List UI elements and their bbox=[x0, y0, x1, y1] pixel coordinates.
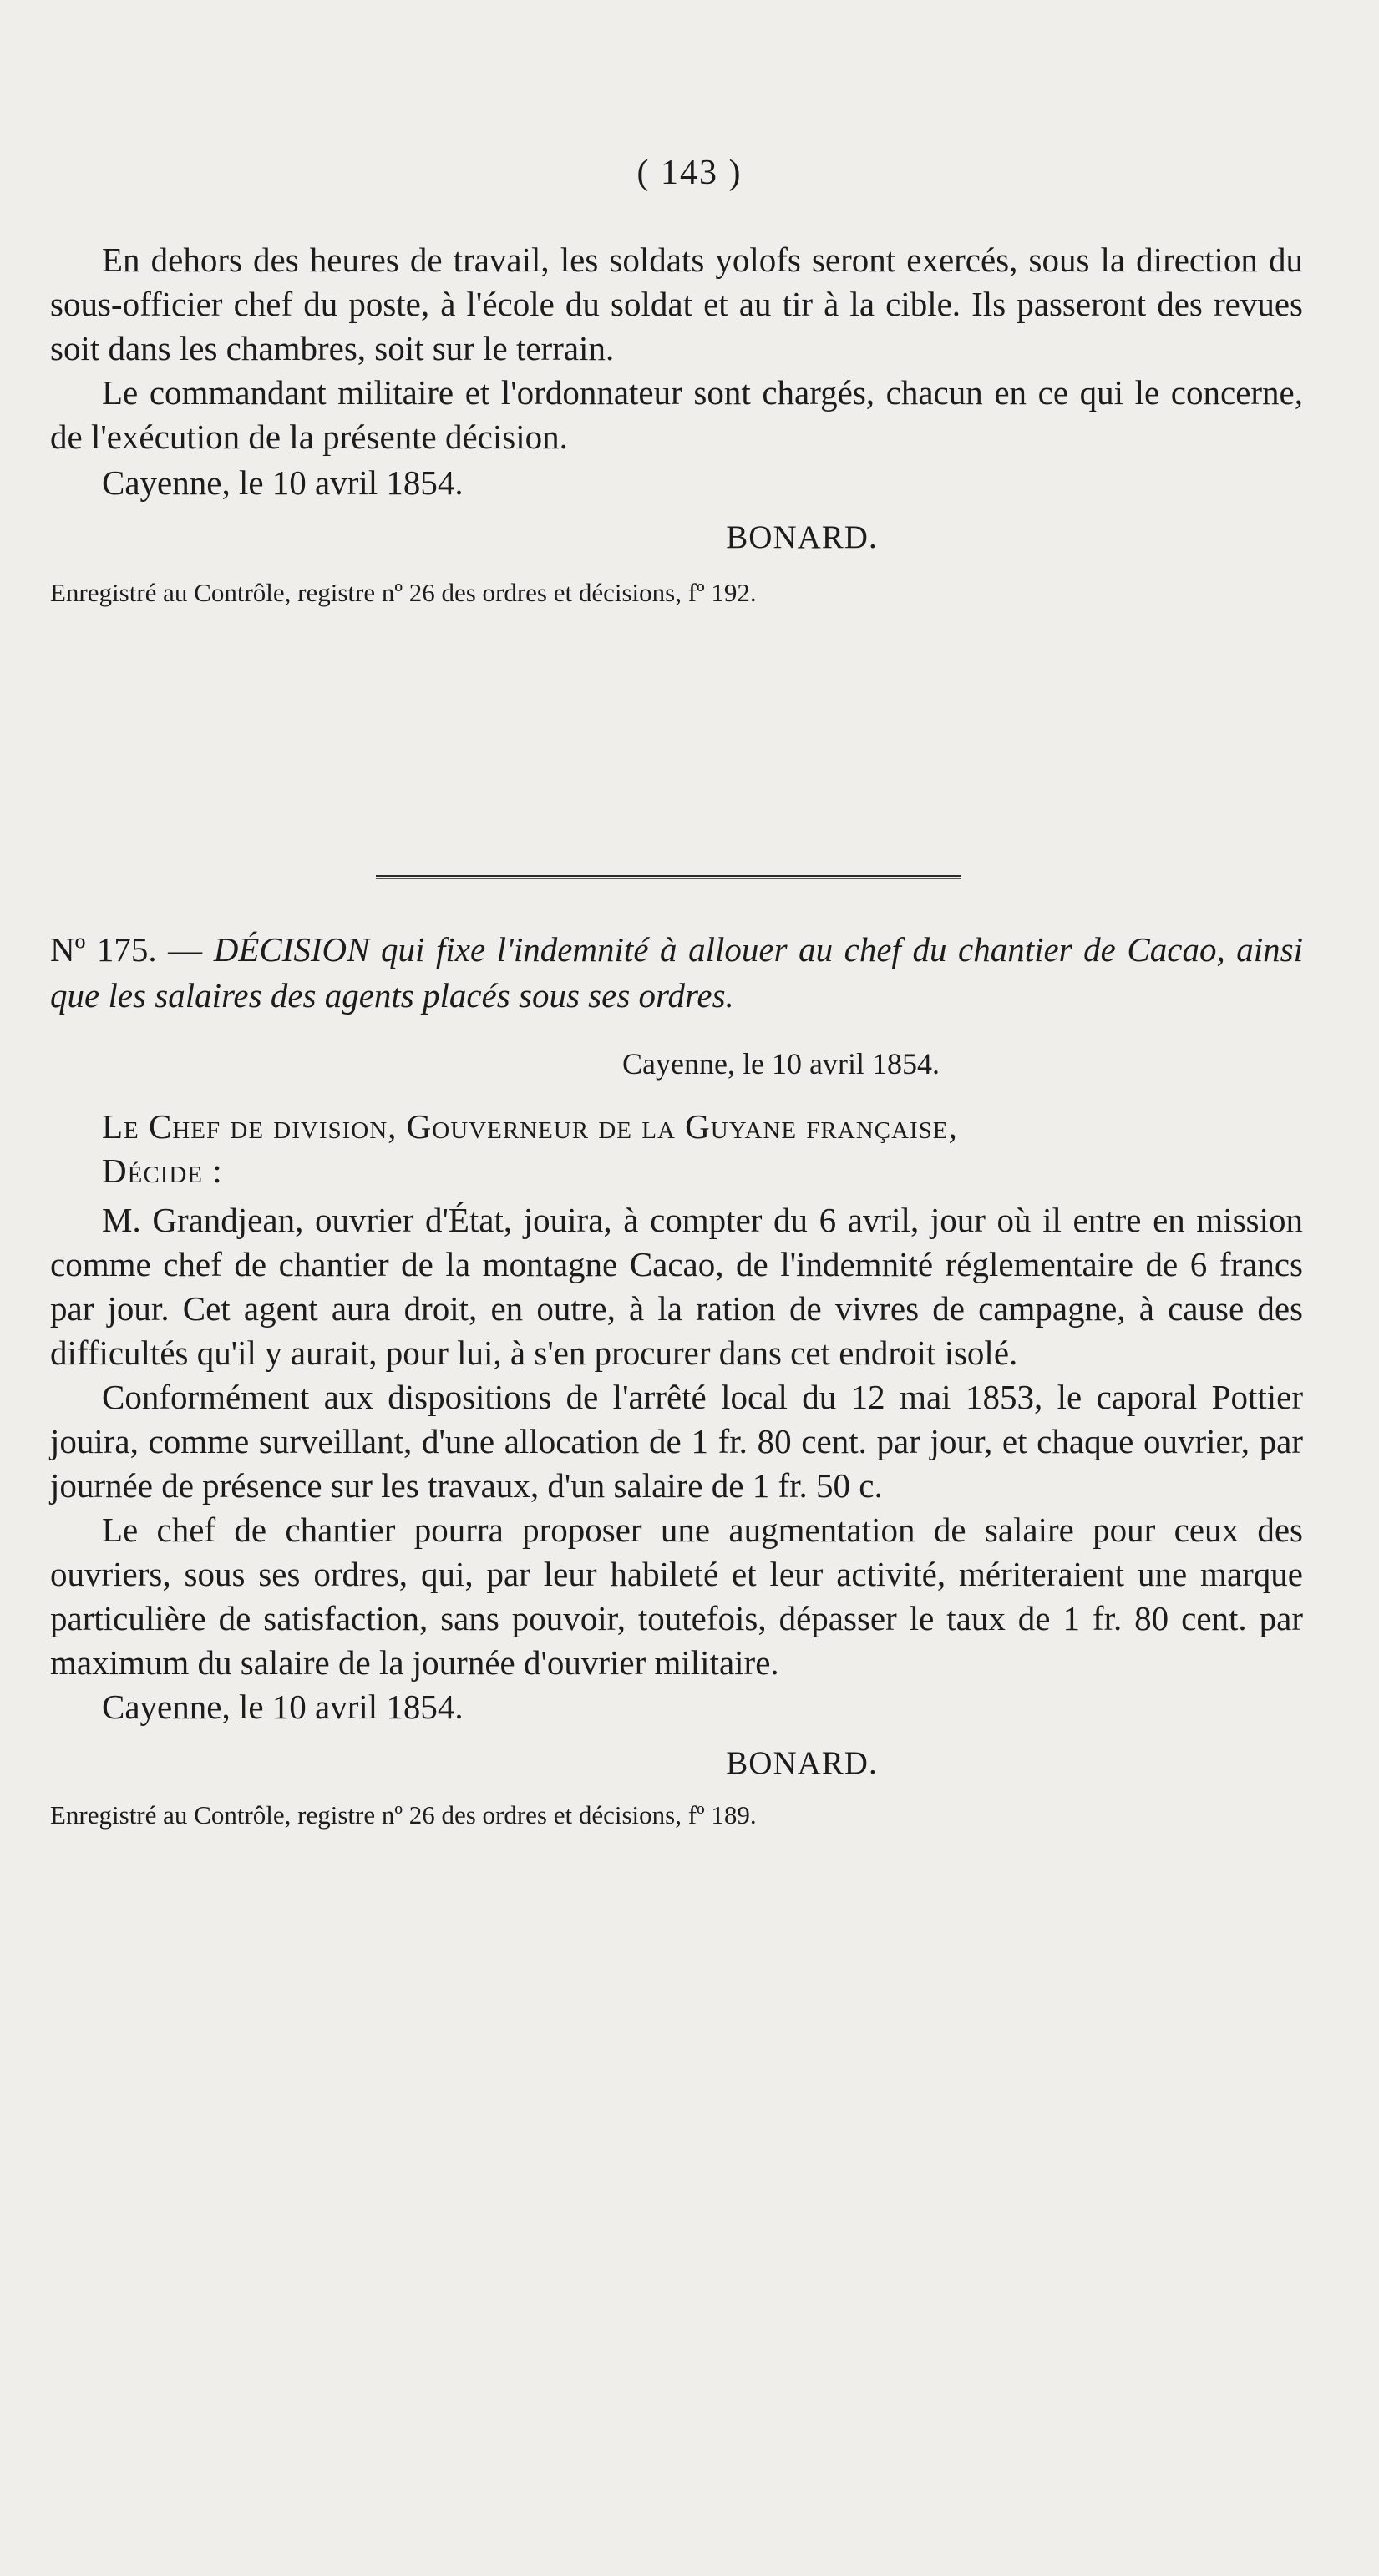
section-divider bbox=[376, 875, 961, 880]
paragraph: Conformément aux dispositions de l'arrêté local du 12 mai 1853, le caporal Pottier jouira, comme surveillant, d'une allocation de 1 fr. 80 cent. par jour, et chaque ouvrier, par journée de présence sur les travaux, d'un salaire de 1 fr. 50 c. bbox=[50, 1378, 1303, 1505]
decide-heading: Décide : bbox=[102, 1151, 223, 1190]
section-1 bbox=[50, 238, 1303, 611]
preamble: Le Chef de division, Gouverneur de la Guyane française, bbox=[102, 1107, 958, 1146]
paragraph: Le commandant militaire et l'ordonnateur sont chargés, chacun en ce qui le concerne, de l'exécution de la présente décision. bbox=[50, 373, 1303, 456]
decision-number: Nº 175. — bbox=[50, 930, 203, 969]
decision-title bbox=[50, 927, 1303, 1019]
section-2 bbox=[50, 927, 1303, 1834]
registration-note: Enregistré au Contrôle, registre nº 26 des ordres et décisions, fº 189. bbox=[50, 1800, 757, 1830]
date-header: Cayenne, le 10 avril 1854. bbox=[622, 1047, 940, 1081]
page-number: ( 143 ) bbox=[636, 154, 743, 192]
date-line: Cayenne, le 10 avril 1854. bbox=[102, 463, 464, 502]
signature: BONARD. bbox=[726, 1745, 878, 1781]
decision-title-text: DÉCISION qui fixe l'indemnité à allouer au chef du chantier de Cacao, ainsi que les salaires des agents placés sous ses ordres. bbox=[50, 930, 1303, 1015]
paragraph: Le chef de chantier pourra proposer une augmentation de salaire pour ceux des ouvriers, sous ses ordres, qui, par leur habileté et leur activité, mériteraient une marque particulière de satisfaction, sans pouvoir, toutefois, dépasser le taux de 1 fr. 80 cent. par maximum du salaire de la journée d'ouvrier militaire. bbox=[50, 1511, 1303, 1682]
paragraph: En dehors des heures de travail, les soldats yolofs seront exercés, sous la direction du sous-officier chef du poste, à l'école du soldat et au tir à la cible. Ils passeront des revues soit dans les chambres, soit sur le terrain. bbox=[50, 240, 1303, 367]
signature: BONARD. bbox=[726, 519, 878, 555]
paragraph: M. Grandjean, ouvrier d'État, jouira, à compter du 6 avril, jour où il entre en mission comme chef de chantier de la montagne Cacao, de l'indemnité réglementaire de 6 francs par jour. Cet agent aura droit, en outre, à la ration de vivres de campagne, à cause des difficultés qu'il y aurait, pour lui, à s'en procurer dans cet endroit isolé. bbox=[50, 1201, 1303, 1372]
registration-note: Enregistré au Contrôle, registre nº 26 des ordres et décisions, fº 192. bbox=[50, 578, 757, 607]
date-line: Cayenne, le 10 avril 1854. bbox=[102, 1688, 464, 1726]
